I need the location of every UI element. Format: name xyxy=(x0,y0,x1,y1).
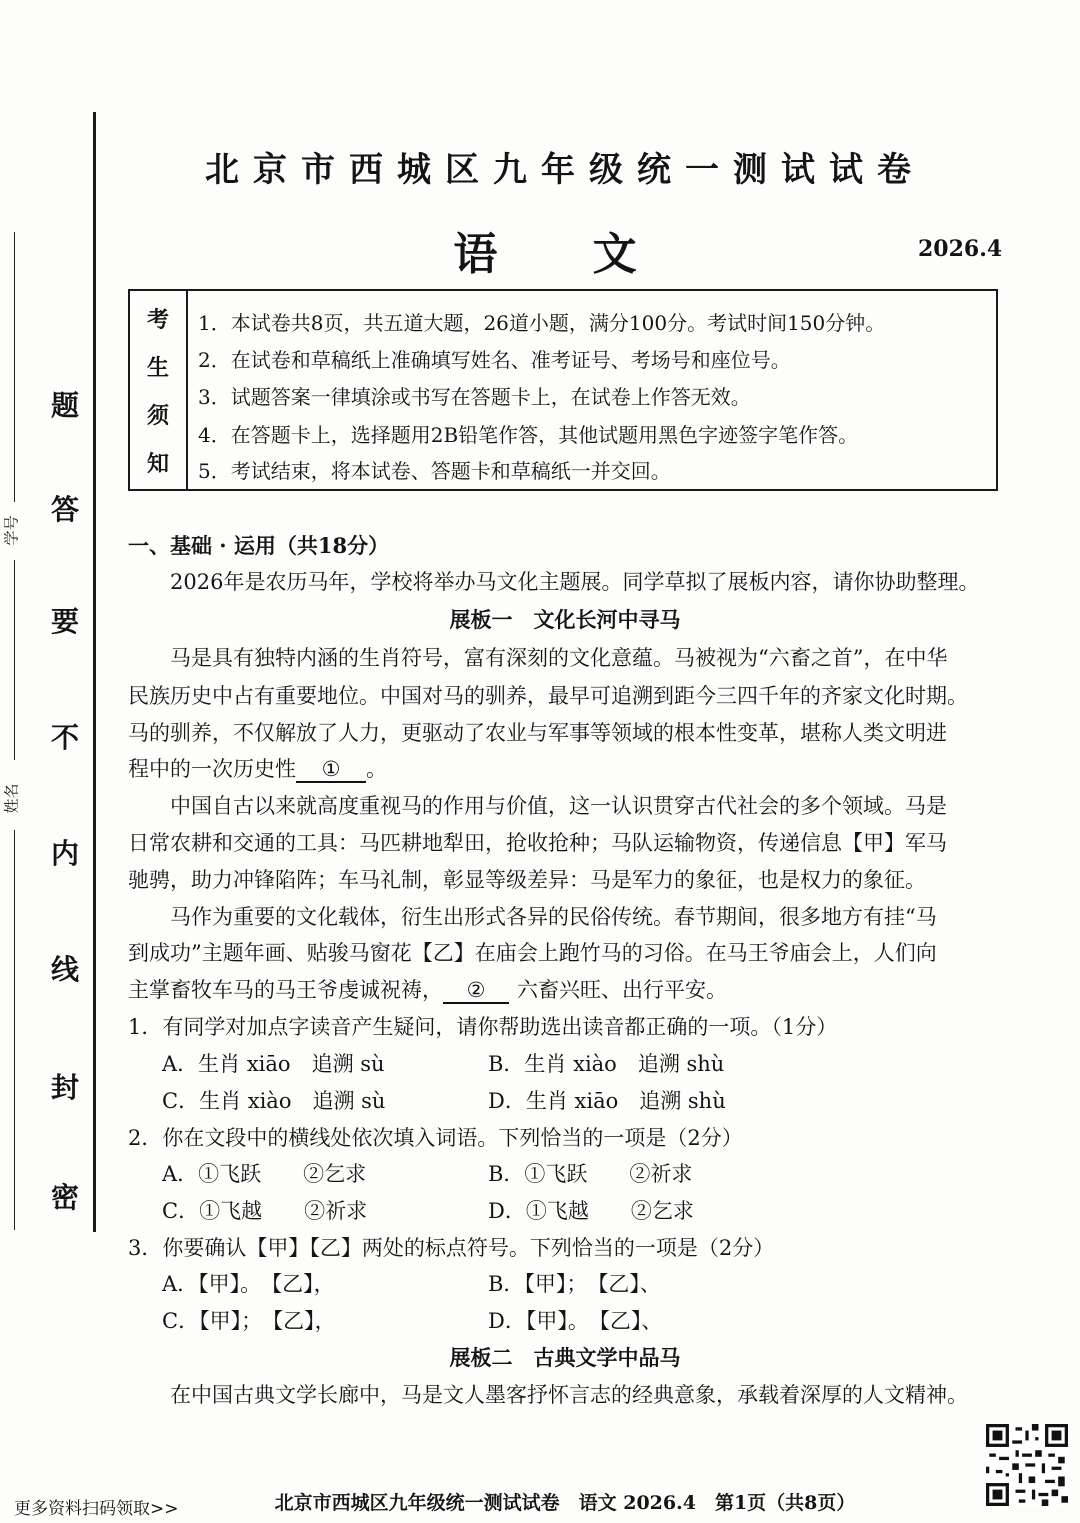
binding-char: 要 xyxy=(50,605,79,638)
paragraph-line: 马的驯养，不仅解放了人力，更驱动了农业与军事等领域的根本性变革，堪称人类文明进 xyxy=(128,721,947,745)
question-3-stem: 3．你要确认【甲】【乙】两处的标点符号。下列恰当的一项是（2分） xyxy=(128,1236,775,1260)
paragraph-line: 到成功”主题年画、贴骏马窗花【乙】在庙会上跑竹马的习俗。在马王爷庙会上，人们向 xyxy=(128,941,937,965)
notice-item: 2．在试卷和草稿纸上准确填写姓名、准考证号、考场号和座位号。 xyxy=(198,348,791,372)
binding-char: 题 xyxy=(50,389,79,422)
notice-item: 4．在答题卡上，选择题用2B铅笔作答，其他试题用黑色字迹签字笔作答。 xyxy=(198,423,859,447)
notice-item: 3．试题答案一律填涂或书写在答题卡上，在试卷上作答无效。 xyxy=(198,385,751,409)
notice-head-char: 生 xyxy=(146,355,169,381)
question-1-option-a[interactable]: A．生肖 xiāo 追溯 sù xyxy=(162,1052,385,1076)
question-1-option-c[interactable]: C．生肖 xiào 追溯 sù xyxy=(162,1089,386,1113)
paragraph-line: 驰骋，助力冲锋陷阵；车马礼制，彰显等级差异：马是军力的象征，也是权力的象征。 xyxy=(128,868,926,892)
paragraph-text: 程中的一次历史性 xyxy=(128,757,296,781)
paragraph-line: 中国自古以来就高度重视马的作用与价值，这一认识贯穿古代社会的多个领域。马是 xyxy=(170,794,947,818)
question-1-option-d[interactable]: D．生肖 xiāo 追溯 shù xyxy=(488,1089,726,1113)
paragraph-text: 。 xyxy=(366,757,387,781)
exam-date: 2026.4 xyxy=(918,236,1003,262)
binding-char: 内 xyxy=(50,837,79,870)
notice-head xyxy=(130,291,188,489)
notice-item: 1．本试卷共8页，共五道大题，26道小题，满分100分。考试时间150分钟。 xyxy=(198,311,886,335)
question-2-option-a[interactable]: A．①飞跃 ②乞求 xyxy=(162,1162,367,1186)
section-heading: 一、基础 · 运用（共18分） xyxy=(128,533,390,558)
question-3-option-d[interactable]: D．【甲】。 【乙】、 xyxy=(488,1309,663,1333)
binding-char: 密 xyxy=(50,1181,79,1214)
question-2-option-c[interactable]: C．①飞越 ②祈求 xyxy=(162,1199,368,1223)
paragraph-text: 主掌畜牧车马的马王爷虔诚祝祷， xyxy=(128,978,443,1002)
question-3-option-c[interactable]: C．【甲】； 【乙】， xyxy=(162,1309,336,1333)
binding-char: 不 xyxy=(50,721,79,754)
section-intro: 2026年是农历马年，学校将举办马文化主题展。同学草拟了展板内容，请你协助整理。 xyxy=(170,570,980,594)
name-line-bottom xyxy=(14,830,15,1230)
subject-title: 语 文 xyxy=(453,229,677,280)
blank-1: ① xyxy=(296,757,366,783)
page-footer: 北京市西城区九年级统一测试试卷 语文 2026.4 第1页（共8页） xyxy=(274,1492,856,1514)
paragraph-line: 马作为重要的文化载体，衍生出形式各异的民俗传统。春节期间，很多地方有挂“马 xyxy=(170,905,937,929)
paragraph-text: 六畜兴旺、出行平安。 xyxy=(517,978,727,1002)
notice-head-char: 知 xyxy=(146,451,169,477)
question-1-stem: 1．有同学对加点字读音产生疑问，请你帮助选出读音都正确的一项。（1分） xyxy=(128,1015,838,1039)
binding-char: 答 xyxy=(50,493,79,526)
paragraph-line xyxy=(128,753,387,783)
blank-2: ② xyxy=(443,978,509,1004)
question-1-option-b[interactable]: B．生肖 xiào 追溯 shù xyxy=(488,1052,725,1076)
binding-char: 线 xyxy=(50,953,79,986)
board1-title: 展板一 文化长河中寻马 xyxy=(449,607,681,632)
notice-item: 5．考试结束，将本试卷、答题卡和草稿纸一并交回。 xyxy=(198,459,671,483)
student-no-label: 学号 xyxy=(2,515,21,546)
question-3-option-b[interactable]: B．【甲】； 【乙】、 xyxy=(488,1272,661,1296)
binding-char: 封 xyxy=(50,1071,79,1104)
paragraph-line xyxy=(128,974,727,1004)
name-line-top xyxy=(14,560,15,760)
name-label: 姓名 xyxy=(2,783,21,814)
paragraph-line: 马是具有独特内涵的生肖符号，富有深刻的文化意蕴。马被视为“六畜之首”，在中华 xyxy=(170,646,948,670)
exam-title: 北京市西城区九年级统一测试试卷 xyxy=(205,150,925,190)
footer-promo: 更多资料扫码领取>> xyxy=(14,1499,179,1519)
notice-head-char: 考 xyxy=(146,307,169,333)
question-2-stem: 2．你在文段中的横线处依次填入词语。下列恰当的一项是（2分） xyxy=(128,1126,743,1150)
notice-box xyxy=(128,289,998,491)
question-2-option-b[interactable]: B．①飞跃 ②祈求 xyxy=(488,1162,693,1186)
question-2-option-d[interactable]: D．①飞越 ②乞求 xyxy=(488,1199,694,1223)
paragraph-line: 民族历史中占有重要地位。中国对马的驯养，最早可追溯到距今三四千年的齐家文化时期。 xyxy=(128,684,968,708)
notice-head-char: 须 xyxy=(146,403,169,429)
board2-title: 展板二 古典文学中品马 xyxy=(449,1345,681,1370)
paragraph-line: 在中国古典文学长廊中，马是文人墨客抒怀言志的经典意象，承载着深厚的人文精神。 xyxy=(170,1383,968,1407)
paragraph-line: 日常农耕和交通的工具：马匹耕地犁田，抢收抢种；马队运输物资，传递信息【甲】军马 xyxy=(128,831,947,855)
question-3-option-a[interactable]: A．【甲】。 【乙】， xyxy=(162,1272,335,1296)
